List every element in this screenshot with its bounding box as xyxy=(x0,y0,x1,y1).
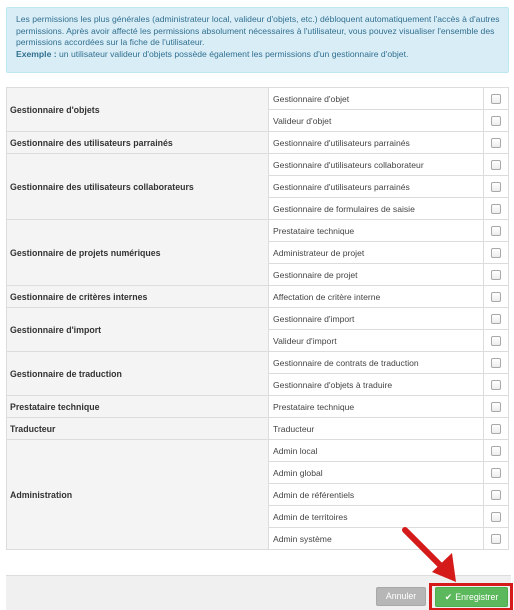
permission-checkbox[interactable] xyxy=(491,138,501,148)
permission-checkbox-cell xyxy=(484,220,509,242)
permission-checkbox[interactable] xyxy=(491,226,501,236)
permission-checkbox[interactable] xyxy=(491,94,501,104)
permission-checkbox[interactable] xyxy=(491,160,501,170)
group-label: Gestionnaire d'objets xyxy=(7,88,269,132)
permissions-table xyxy=(6,87,509,550)
permission-checkbox[interactable] xyxy=(491,512,501,522)
permission-checkbox[interactable] xyxy=(491,424,501,434)
group-label: Gestionnaire de traduction xyxy=(7,352,269,396)
permission-label: Gestionnaire d'objets à traduire xyxy=(269,374,484,396)
permission-checkbox-cell xyxy=(484,154,509,176)
permission-checkbox[interactable] xyxy=(491,248,501,258)
permission-checkbox[interactable] xyxy=(491,490,501,500)
permission-checkbox-cell xyxy=(484,418,509,440)
group-label: Gestionnaire de projets numériques xyxy=(7,220,269,286)
permission-checkbox-cell xyxy=(484,286,509,308)
permission-label: Traducteur xyxy=(269,418,484,440)
permission-checkbox-cell xyxy=(484,110,509,132)
permission-checkbox-cell xyxy=(484,462,509,484)
group-label: Gestionnaire des utilisateurs collaborateurs xyxy=(7,154,269,220)
save-button[interactable] xyxy=(435,587,508,607)
save-button-label: Enregistrer xyxy=(455,592,499,602)
permission-checkbox-cell xyxy=(484,198,509,220)
permission-label: Admin de territoires xyxy=(269,506,484,528)
permission-checkbox-cell xyxy=(484,484,509,506)
permission-label: Gestionnaire d'objet xyxy=(269,88,484,110)
permission-checkbox-cell xyxy=(484,528,509,550)
permission-row xyxy=(7,440,509,462)
info-alert xyxy=(6,7,509,73)
permission-row xyxy=(7,396,509,418)
permission-row xyxy=(7,132,509,154)
permission-label: Gestionnaire d'import xyxy=(269,308,484,330)
permission-row xyxy=(7,418,509,440)
permission-checkbox-cell xyxy=(484,506,509,528)
permission-checkbox-cell xyxy=(484,396,509,418)
checkmark-icon: ✔ xyxy=(444,592,453,602)
permission-label: Gestionnaire d'utilisateurs parrainés xyxy=(269,176,484,198)
permission-checkbox-cell xyxy=(484,330,509,352)
permission-row xyxy=(7,220,509,242)
permission-checkbox[interactable] xyxy=(491,116,501,126)
permission-label: Prestataire technique xyxy=(269,220,484,242)
permission-label: Admin système xyxy=(269,528,484,550)
permission-row xyxy=(7,154,509,176)
permission-checkbox-cell xyxy=(484,264,509,286)
permission-label: Gestionnaire d'utilisateurs collaborateur xyxy=(269,154,484,176)
group-label: Prestataire technique xyxy=(7,396,269,418)
permission-label: Gestionnaire de contrats de traduction xyxy=(269,352,484,374)
permission-checkbox[interactable] xyxy=(491,292,501,302)
permission-checkbox[interactable] xyxy=(491,446,501,456)
permission-checkbox-cell xyxy=(484,132,509,154)
permission-label: Prestataire technique xyxy=(269,396,484,418)
group-label: Administration xyxy=(7,440,269,550)
permission-checkbox[interactable] xyxy=(491,314,501,324)
permission-checkbox[interactable] xyxy=(491,336,501,346)
permission-label: Valideur d'objet xyxy=(269,110,484,132)
permission-checkbox[interactable] xyxy=(491,380,501,390)
example-text: un utilisateur valideur d'objets possède également les permissions d'un gestionnaire d'objet. xyxy=(59,48,409,59)
permission-checkbox-cell xyxy=(484,88,509,110)
permission-checkbox-cell xyxy=(484,176,509,198)
info-text: Les permissions les plus générales (administrateur local, valideur d'objets, etc.) débloquent automatiquement l'accès à d'autres permissions. Après avoir affecté les permissions absolument nécessaires à l'utilisateur, vous pouvez visualiser l'ensemble des permissions accordées sur la fiche de l'utilisateur. xyxy=(16,14,500,48)
permission-label: Admin global xyxy=(269,462,484,484)
permission-checkbox-cell xyxy=(484,352,509,374)
permission-checkbox[interactable] xyxy=(491,182,501,192)
permission-checkbox[interactable] xyxy=(491,468,501,478)
permission-row xyxy=(7,308,509,330)
permission-label: Valideur d'import xyxy=(269,330,484,352)
permission-label: Affectation de critère interne xyxy=(269,286,484,308)
form-footer xyxy=(6,575,511,610)
permission-checkbox[interactable] xyxy=(491,204,501,214)
group-label: Gestionnaire des utilisateurs parrainés xyxy=(7,132,269,154)
example-label: Exemple : xyxy=(16,48,57,59)
permission-label: Admin de référentiels xyxy=(269,484,484,506)
group-label: Gestionnaire d'import xyxy=(7,308,269,352)
permission-checkbox[interactable] xyxy=(491,534,501,544)
permission-checkbox-cell xyxy=(484,440,509,462)
permission-checkbox-cell xyxy=(484,242,509,264)
cancel-button[interactable]: Annuler xyxy=(376,587,426,606)
permission-label: Administrateur de projet xyxy=(269,242,484,264)
permission-label: Gestionnaire de formulaires de saisie xyxy=(269,198,484,220)
permission-row xyxy=(7,88,509,110)
permission-row xyxy=(7,286,509,308)
permission-checkbox-cell xyxy=(484,374,509,396)
permission-checkbox[interactable] xyxy=(491,358,501,368)
permission-checkbox-cell xyxy=(484,308,509,330)
group-label: Gestionnaire de critères internes xyxy=(7,286,269,308)
permission-label: Gestionnaire de projet xyxy=(269,264,484,286)
permission-checkbox[interactable] xyxy=(491,270,501,280)
permission-checkbox[interactable] xyxy=(491,402,501,412)
permission-row xyxy=(7,352,509,374)
permission-label: Admin local xyxy=(269,440,484,462)
group-label: Traducteur xyxy=(7,418,269,440)
permission-label: Gestionnaire d'utilisateurs parrainés xyxy=(269,132,484,154)
